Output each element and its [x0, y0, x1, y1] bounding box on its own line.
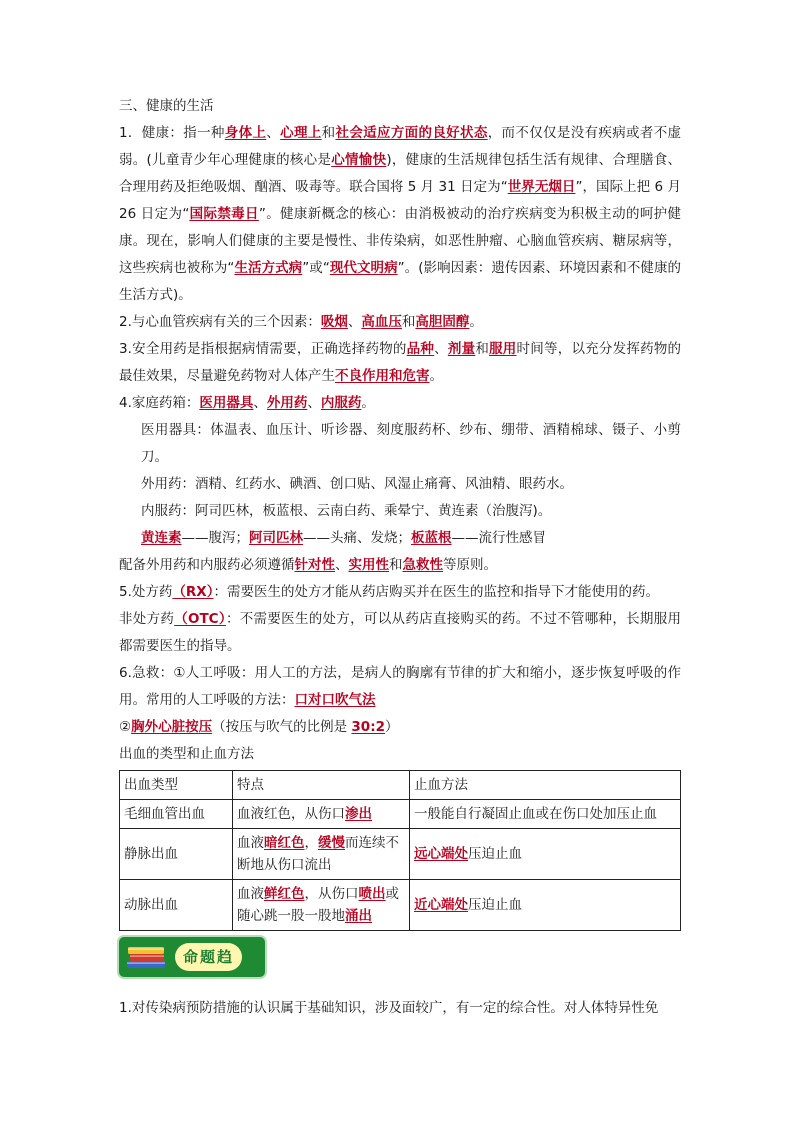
method-cell: 一般能自行凝固止血或在伤口处加压止血 — [410, 800, 681, 829]
text: )，健康的生活规律包括生活有规律、合理膳食、合理用药及拒绝吸烟、酗酒、吸毒等。联合国将 5 月 31 日定为“ — [119, 152, 681, 195]
keyword: 针对性 — [294, 557, 335, 573]
table-caption: 出血的类型和止血方法 — [119, 746, 254, 762]
header-cell: 出血类型 — [120, 771, 233, 800]
table-row — [120, 880, 681, 931]
text: ”，国际上把 6 月 26 日定为“ — [119, 179, 681, 222]
text: 压迫止血 — [468, 897, 522, 913]
text: 时间等，以充分发挥药物的最佳效果，尽量避免药物对人体产生 — [119, 341, 682, 384]
bleeding-type-cell: 动脉出血 — [120, 880, 233, 931]
text: ② — [119, 719, 132, 735]
text: ——腹泻； — [181, 530, 249, 546]
keyword: 生活方式病 — [234, 260, 303, 276]
text: 。 — [429, 368, 443, 384]
text: 、 — [253, 395, 267, 411]
keyword: 涌出 — [345, 908, 372, 924]
keyword: 口对口吹气法 — [294, 692, 376, 708]
method-cell — [410, 829, 681, 880]
keyword: 急救性 — [402, 557, 443, 573]
text: 1．健康：指一种 — [119, 125, 225, 141]
keyword: 医用器具 — [199, 395, 254, 411]
bleeding-type-cell: 静脉出血 — [120, 829, 233, 880]
text: 配备外用药和内服药必须遵循 — [119, 557, 295, 573]
keyword: 身体上 — [224, 125, 267, 141]
text: ：不需要医生的处方，可以从药店直接购买的药。不过不管哪种，长期服用都需要医生的指导。 — [119, 611, 682, 654]
paragraph-safe-medication — [119, 336, 681, 390]
paragraph-home-medicine-kit — [119, 390, 681, 417]
document-body — [119, 93, 681, 1022]
paragraph-kit-principles — [119, 552, 681, 579]
keyword: 30:2 — [351, 719, 385, 735]
keyword: 剂量 — [447, 341, 476, 357]
keyword: 板蓝根 — [411, 530, 452, 546]
badge-label: 命题趋 — [175, 943, 242, 971]
text: 6.急救：①人工呼吸：用人工的方法，是病人的胸廓有节律的扩大和缩小，逐步恢复呼吸的作用。常用的人工呼吸的方法： — [119, 665, 681, 708]
keyword: 品种 — [406, 341, 435, 357]
keyword: 现代文明病 — [329, 260, 398, 276]
text: ——头痛、发烧； — [303, 530, 411, 546]
header-cell: 特点 — [233, 771, 410, 800]
text: 和 — [389, 557, 403, 573]
keyword: 高血压 — [361, 314, 402, 330]
text: 而连续不断地从伤口流出 — [237, 835, 399, 873]
header-cell: 止血方法 — [410, 771, 681, 800]
text: ”或“ — [302, 260, 330, 276]
paragraph-health-definition — [119, 120, 681, 309]
text: 、 — [266, 125, 281, 141]
keyword: 心理上 — [280, 125, 322, 141]
text: 和 — [401, 314, 416, 330]
text: （按压与吹气的比例是 — [212, 719, 352, 735]
text: 2.与心血管疾病有关的三个因素： — [119, 314, 321, 330]
text: ，从伤口 — [304, 886, 359, 902]
text: 、 — [307, 395, 321, 411]
text: 和 — [475, 341, 490, 357]
paragraph-first-aid — [119, 660, 681, 714]
keyword: 社会适应方面的良好状态 — [335, 125, 488, 141]
table-header-row — [120, 771, 681, 800]
paragraph-prescription-drugs — [119, 579, 681, 606]
keyword: 暗红色 — [264, 835, 305, 851]
paragraph-medicine-uses — [119, 525, 681, 552]
bleeding-table — [119, 770, 681, 931]
keyword: 世界无烟日 — [507, 179, 576, 195]
feature-cell — [233, 800, 410, 829]
keyword: 黄连素 — [141, 530, 182, 546]
method-cell — [410, 880, 681, 931]
paragraph-exam-trend: 1.对传染病预防措施的认识属于基础知识，涉及面较广，有一定的综合性。对人体特异性免 — [119, 1000, 659, 1016]
text: 压迫止血 — [468, 846, 522, 862]
section-badge — [119, 937, 265, 977]
text: ：需要医生的处方才能从药店购买并在医生的监控和指导下才能使用的药。 — [213, 584, 659, 600]
keyword: 远心端处 — [414, 846, 468, 862]
text: 4.家庭药箱： — [119, 395, 200, 411]
keyword: 高胆固醇 — [415, 314, 470, 330]
paragraph-otc-drugs — [119, 606, 681, 660]
keyword: 吸烟 — [320, 314, 348, 330]
keyword: 服用 — [489, 341, 517, 357]
bleeding-type-cell: 毛细血管出血 — [120, 800, 233, 829]
paragraph-cpr — [119, 714, 681, 741]
table-row — [120, 829, 681, 880]
keyword: 渗出 — [345, 806, 372, 822]
keyword: 不良作用和危害 — [335, 368, 430, 384]
keyword: 胸外心脏按压 — [131, 719, 213, 735]
paragraph-cardiovascular-factors — [119, 309, 681, 336]
table-row — [120, 800, 681, 829]
keyword: 阿司匹林 — [249, 530, 303, 546]
paragraph-medical-instruments: 医用器具：体温表、血压计、听诊器、刻度服药杯、纱布、绷带、酒精棉球、镊子、小剪刀。 — [141, 422, 681, 465]
text: 、 — [335, 557, 349, 573]
keyword: 喷出 — [358, 886, 386, 902]
text: 非处方药 — [119, 611, 175, 627]
paragraph-oral-medicines: 内服药：阿司匹林，板蓝根、云南白药、乘晕宁、黄连素（治腹泻)。 — [141, 503, 552, 519]
keyword: 国际禁毒日 — [189, 206, 259, 222]
text: ） — [385, 719, 399, 735]
text: 3.安全用药是指根据病情需要，正确选择药物的 — [119, 341, 407, 357]
keyword: （RX） — [172, 584, 214, 600]
text: 。 — [361, 395, 375, 411]
text: 。 — [469, 314, 483, 330]
text: ”。健康新概念的核心：由消极被动的治疗疾病变为积极主动的呵护健康。现在，影响人们健康的主要是慢性、非传染病，如恶性肿瘤、心脑血管疾病、糖尿病等，这些疾病也被称为“ — [119, 206, 682, 276]
keyword: 缓慢 — [318, 835, 345, 851]
feature-cell — [233, 880, 410, 931]
text: ——流行性感冒 — [451, 530, 546, 546]
keyword: 内服药 — [320, 395, 362, 411]
keyword: 实用性 — [348, 557, 389, 573]
text: 、 — [434, 341, 448, 357]
text: 和 — [321, 125, 336, 141]
text: ， — [304, 835, 318, 851]
text: 5.处方药 — [119, 584, 173, 600]
books-icon — [125, 943, 169, 971]
text: 、 — [347, 314, 362, 330]
text: 血液红色，从伤口 — [237, 806, 345, 822]
keyword: 鲜红色 — [264, 886, 305, 902]
keyword: 心情愉快 — [331, 152, 387, 168]
text: 血液 — [237, 886, 264, 902]
keyword: （OTC） — [174, 611, 226, 627]
keyword: 近心端处 — [414, 897, 468, 913]
text: ，而不仅仅是没有疾病或者不虚弱。(儿童青少年心理健康的核心是 — [119, 125, 682, 168]
text: 血液 — [237, 835, 264, 851]
feature-cell — [233, 829, 410, 880]
text: ”。(影响因素：遗传因素、环境因素和不健康的生活方式)。 — [119, 260, 681, 303]
keyword: 外用药 — [266, 395, 308, 411]
section-title: 三、健康的生活 — [119, 98, 214, 114]
text: 或随心跳一股一股地 — [237, 886, 399, 924]
paragraph-external-medicines: 外用药：酒精、红药水、碘酒、创口贴、风湿止痛膏、风油精、眼药水。 — [141, 476, 573, 492]
text: 等原则。 — [443, 557, 497, 573]
